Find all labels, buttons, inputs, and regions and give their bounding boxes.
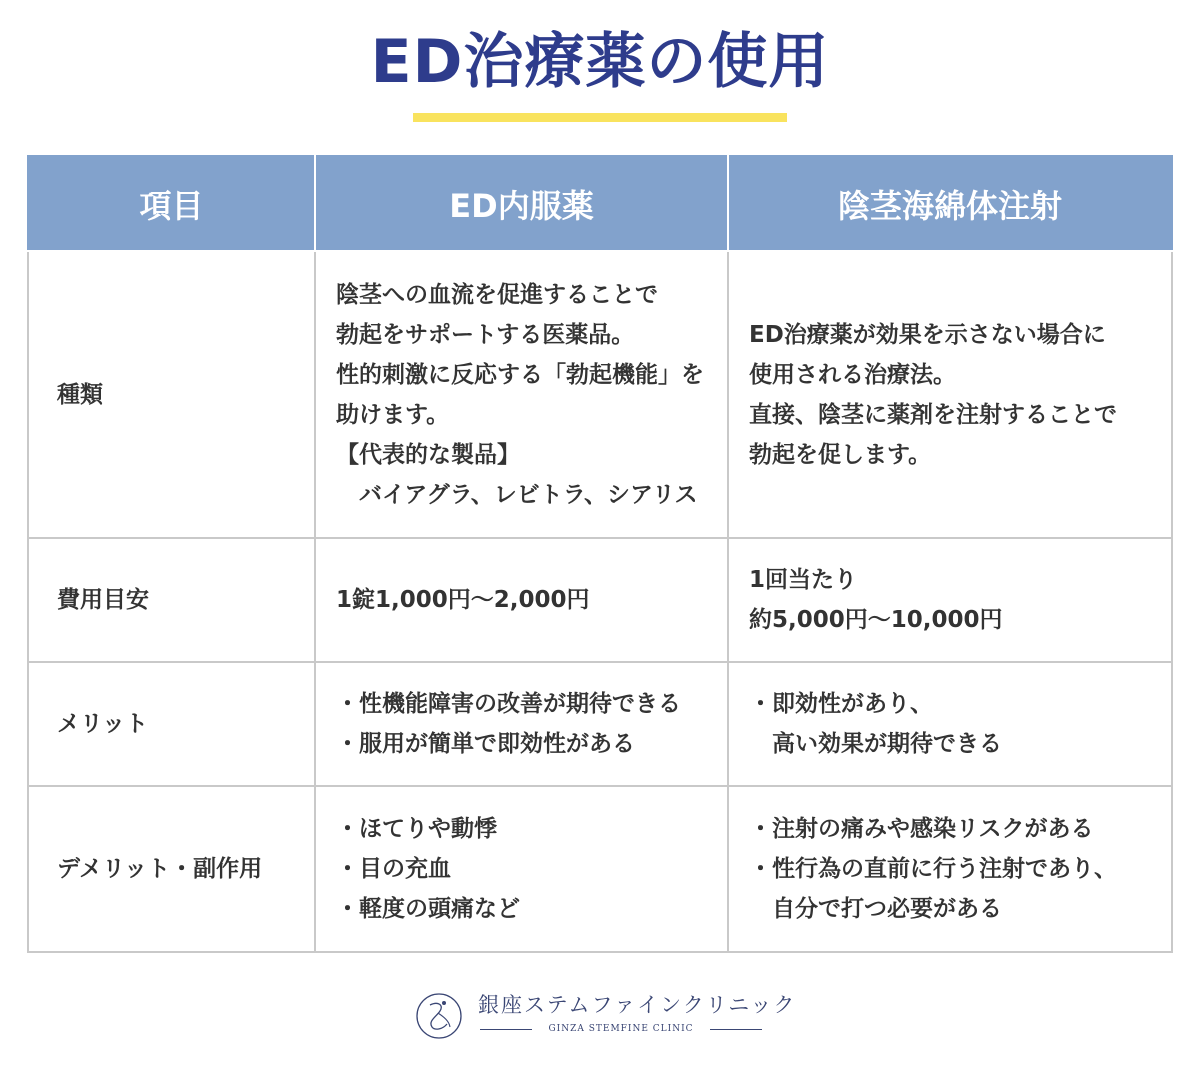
row-label-demerit: デメリット・副作用: [28, 786, 315, 952]
page-title: ED治療薬の使用: [370, 27, 830, 97]
header-oral-medication: ED内服薬: [315, 156, 728, 251]
text-line: 勃起をサポートする医薬品。: [336, 321, 635, 348]
clinic-subtitle-wrap: [480, 1021, 762, 1037]
text-line: ・軽度の頭痛など: [336, 896, 520, 922]
text-line: 1錠1,000円〜2,000円: [336, 587, 590, 613]
text-line: ・服用が簡単で即効性がある: [336, 731, 635, 757]
text-line: 使用される治療法。: [749, 361, 956, 388]
text-line: 自分で打つ必要がある: [749, 896, 1002, 922]
row-label-type: 種類: [28, 251, 315, 538]
text-line: ・性機能障害の改善が期待できる: [336, 691, 681, 717]
table-header-row: [28, 156, 1172, 251]
text-line: ・目の充血: [336, 856, 451, 882]
table-row-type: [28, 251, 1172, 538]
cell-merit-injection: [728, 662, 1172, 786]
title-underline: [413, 113, 787, 122]
text-line: 陰茎への血流を促進することで: [336, 281, 658, 308]
cell-type-injection: [728, 251, 1172, 538]
cell-cost-oral: [315, 538, 728, 662]
row-label-cost: 費用目安: [28, 538, 315, 662]
text-line: 【代表的な製品】: [336, 441, 520, 468]
divider: [710, 1029, 762, 1030]
text-line: ・ほてりや動悸: [336, 816, 497, 842]
comparison-table: [27, 155, 1173, 953]
header-item: 項目: [28, 156, 315, 251]
cell-demerit-injection: [728, 786, 1172, 952]
table-row-demerit: [28, 786, 1172, 952]
clinic-logo: [0, 985, 1200, 1045]
clinic-name: 銀座ステムファインクリニック: [478, 993, 797, 1017]
text-line: ・性行為の直前に行う注射であり、: [749, 856, 1117, 882]
row-label-merit: メリット: [28, 662, 315, 786]
text-line: 約5,000円〜10,000円: [749, 607, 1003, 633]
text-line: 高い効果が期待できる: [749, 731, 1002, 757]
text-line: バイアグラ、レビトラ、シアリス: [336, 481, 698, 508]
text-line: ・注射の痛みや感染リスクがある: [749, 816, 1094, 842]
divider: [480, 1029, 532, 1030]
clinic-logo-icon: [414, 991, 464, 1041]
text-line: 勃起を促します。: [749, 441, 932, 468]
clinic-subtitle: GINZA STEMFINE CLINIC: [548, 1024, 694, 1034]
text-line: ED治療薬が効果を示さない場合に: [749, 321, 1106, 348]
cell-type-oral: [315, 251, 728, 538]
text-line: 直接、陰茎に薬剤を注射することで: [749, 401, 1117, 428]
table-row-merit: [28, 662, 1172, 786]
text-line: 1回当たり: [749, 567, 858, 593]
text-line: 助けます。: [336, 401, 450, 428]
cell-cost-injection: [728, 538, 1172, 662]
header-injection: 陰茎海綿体注射: [728, 156, 1172, 251]
cell-demerit-oral: [315, 786, 728, 952]
text-line: ・即効性があり、: [749, 691, 933, 717]
table-row-cost: [28, 538, 1172, 662]
cell-merit-oral: [315, 662, 728, 786]
text-line: 性的刺激に反応する「勃起機能」を: [336, 361, 704, 388]
